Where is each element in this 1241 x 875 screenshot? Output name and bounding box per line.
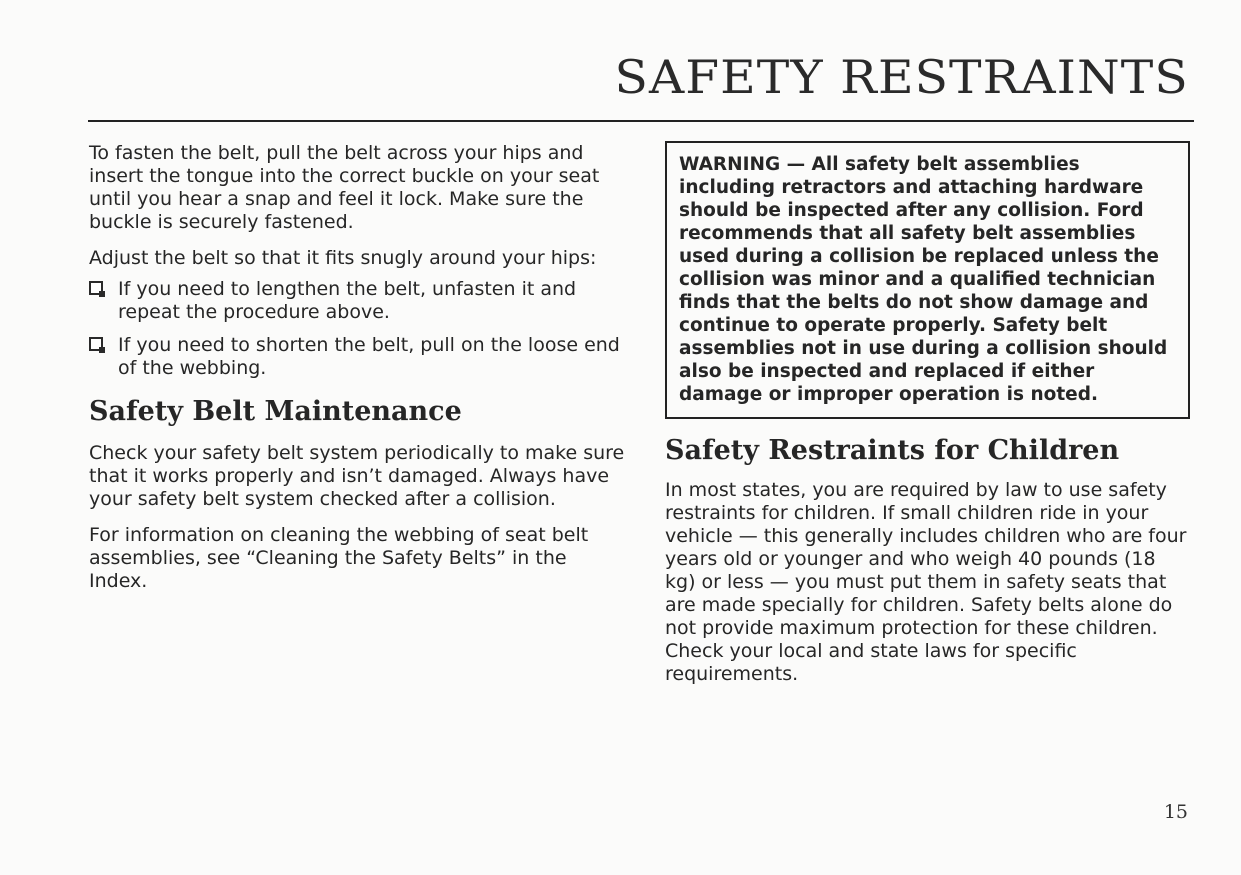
warning-box: WARNING — All safety belt assemblies including retractors and attaching hardware should be inspected after any collision. Ford recommends that all safety belt assemblies used during a collision be replaced unless the collision was minor and a qualified technician finds that the belts do not show damage and continue to operate properly. Safety belt assemblies not in use during a collision should also be inspected and replaced if either damage or improper operation is noted. [665,141,1190,419]
fasten-belt-paragraph: To fasten the belt, pull the belt across your hips and insert the tongue into the correct buckle on your seat until you hear a snap and feel it lock. Make sure the buckle is securely fastened. [89,142,600,233]
cleaning-reference-paragraph: For information on cleaning the webbing of seat belt assemblies, see “Cleaning the Safety Belts” in the Index. [89,524,589,592]
bullet-text-shorten: If you need to shorten the belt, pull on the loose end of the webbing. [118,334,620,379]
checkbox-bullet-icon [89,281,103,295]
children-restraints-paragraph: In most states, you are required by law to use safety restraints for children. If small children ride in your vehicle — this generally includes children who are four years old or younger and who weigh 40 pounds (18 kg) or less — you must put them in safety seats that are made specially for children. Safety belts alone do not provide maximum protection for these children. Check your local and state laws for specific requirements. [665,479,1187,685]
bullet-text-lengthen: If you need to lengthen the belt, unfasten it and repeat the procedure above. [118,278,577,323]
checkbox-bullet-icon [89,337,103,351]
page-title: SAFETY RESTRAINTS [614,50,1189,104]
left-column [89,142,629,606]
list-item [89,278,629,324]
page-number: 15 [1163,801,1188,823]
list-item [89,334,629,380]
adjust-belt-paragraph: Adjust the belt so that it fits snugly around your hips: [89,247,597,269]
section-heading-children: Safety Restraints for Children [665,435,1120,466]
section-heading-maintenance: Safety Belt Maintenance [89,396,462,427]
right-column [665,141,1190,686]
maintenance-paragraph: Check your safety belt system periodically to make sure that it works properly and isn’t damaged. Always have your safety belt system checked after a collision. [89,442,625,510]
header-rule [88,120,1194,122]
